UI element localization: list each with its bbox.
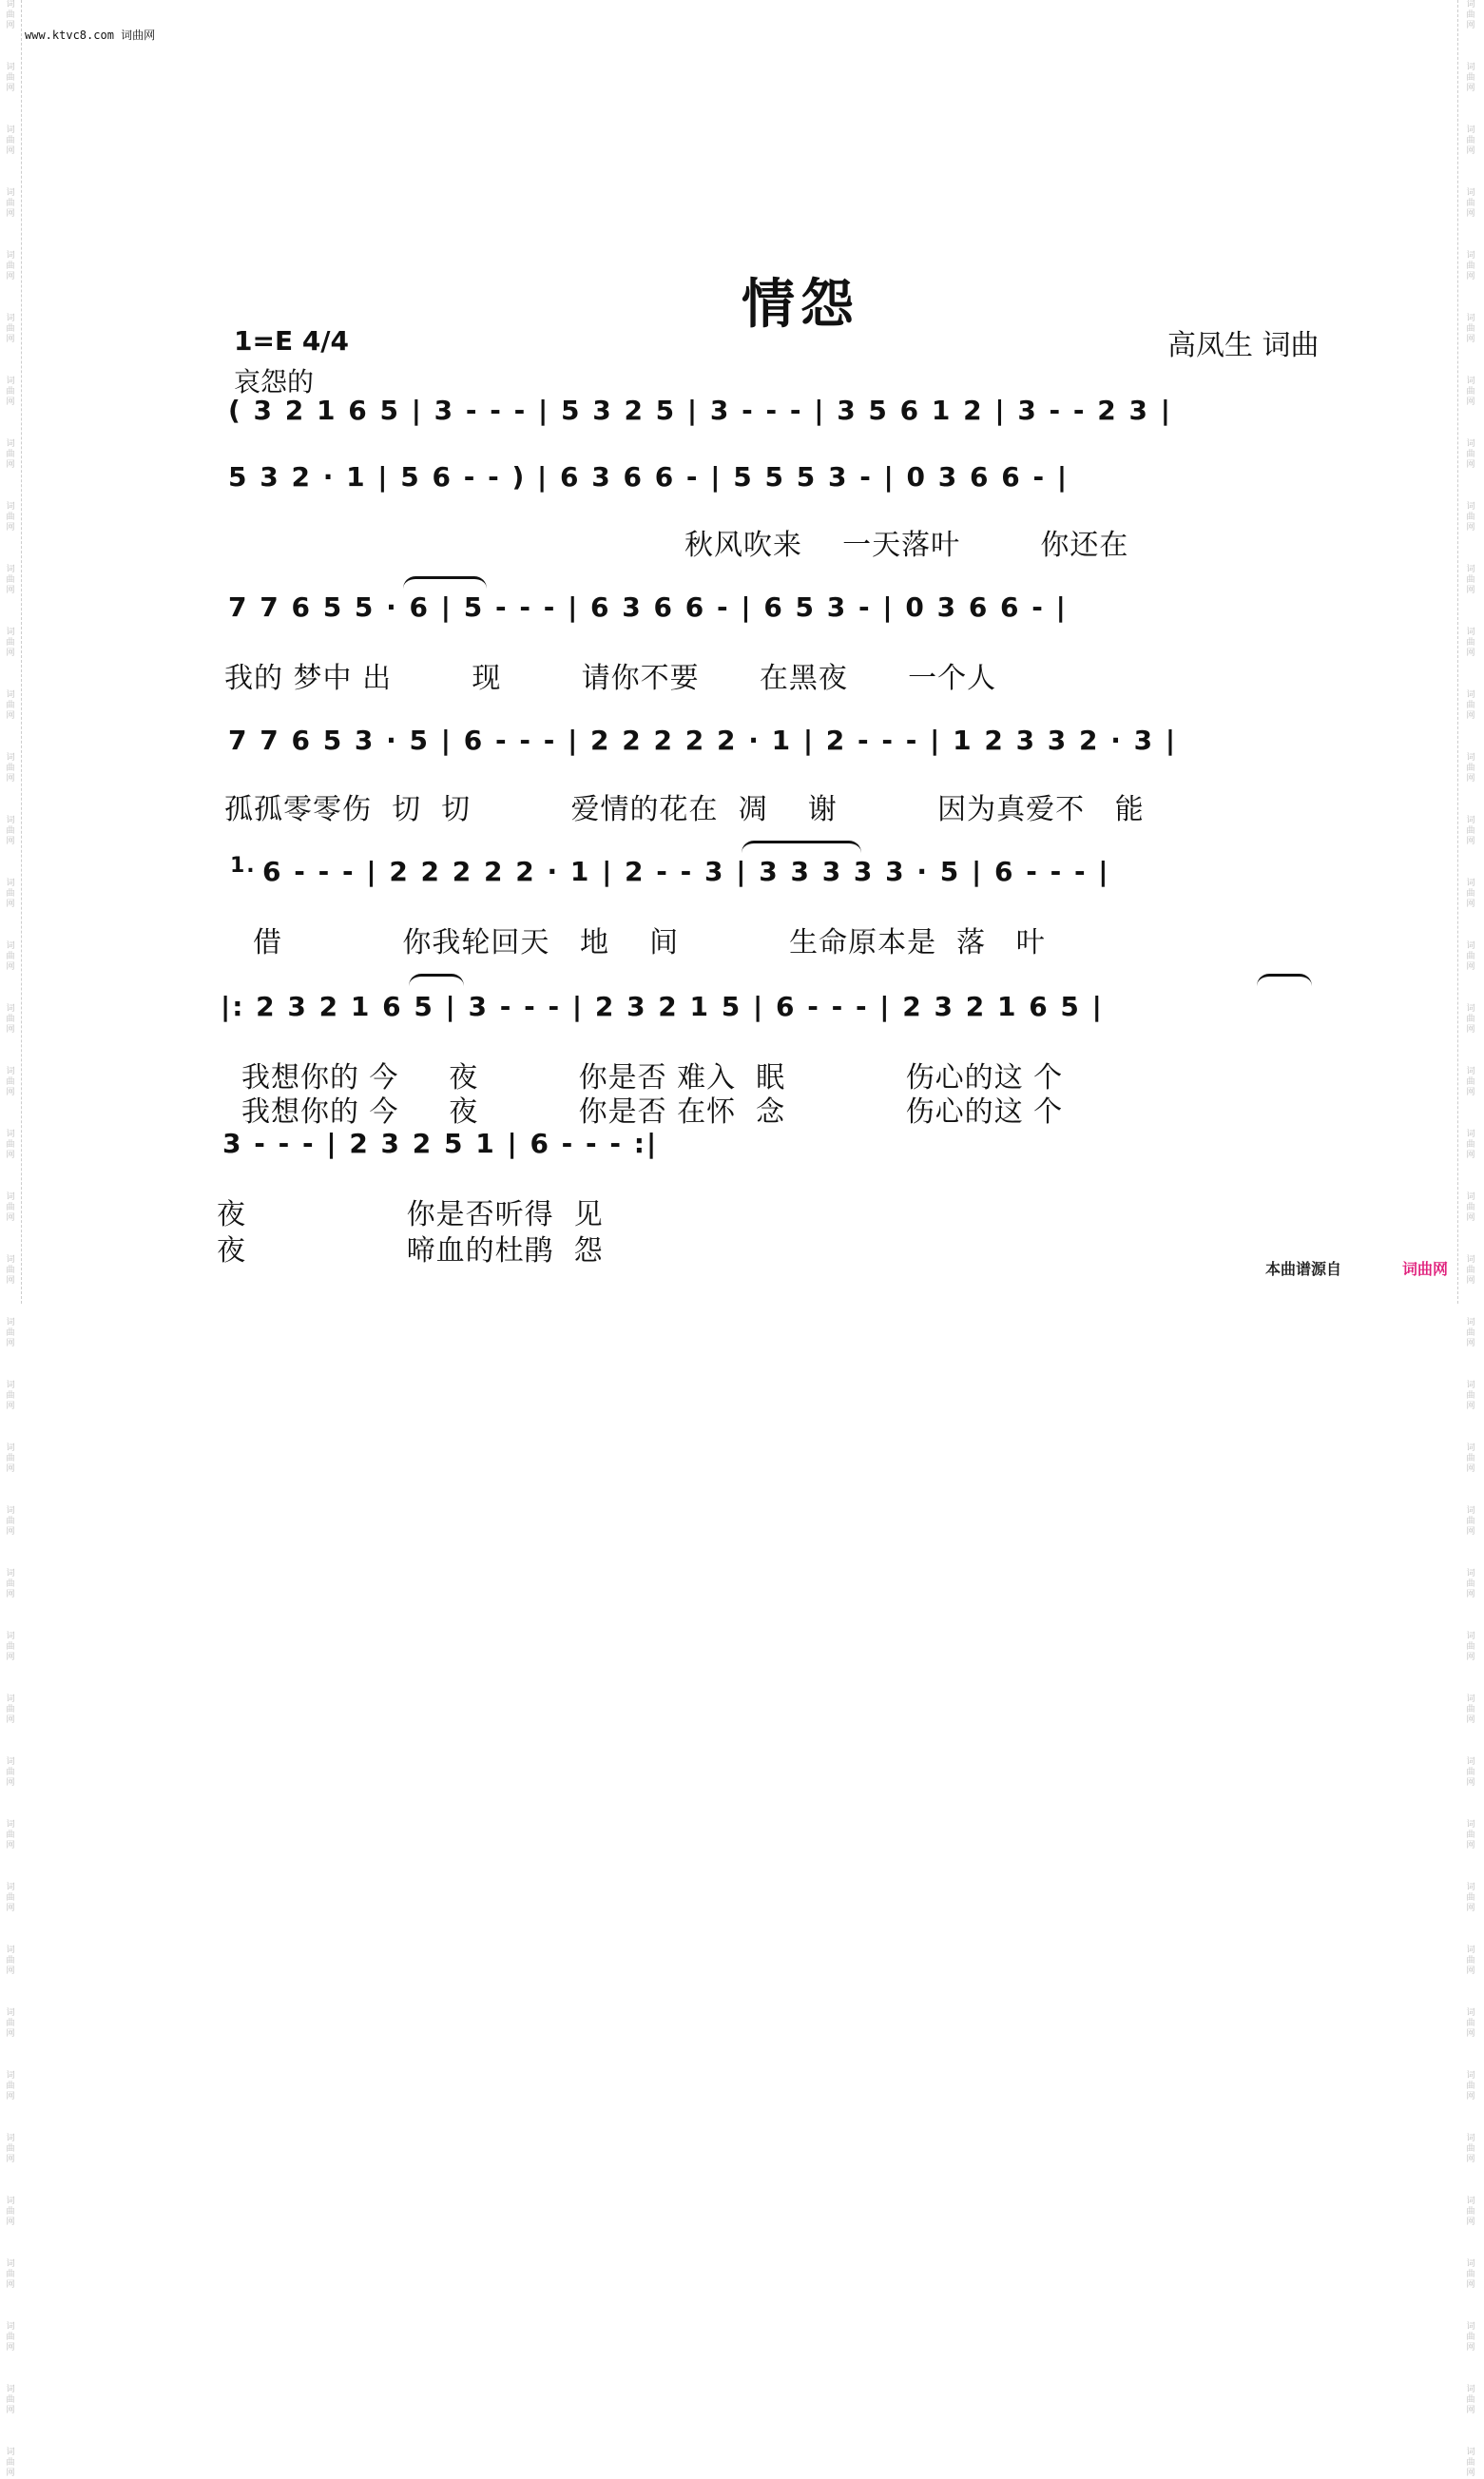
volta-mark: 1. <box>230 854 257 878</box>
notation-row-6: |: 2 3 2 1 6 5 | 3 - - - | 2 3 2 1 5 | 6 - - - | 2 3 2 1 6 5 | <box>221 991 1104 1022</box>
notation-row-3: 7 7 6 5 5 · 6 | 5 - - - | 6 3 6 6 - | 6 5 3 - | 0 3 6 6 - | <box>228 591 1068 623</box>
margin-line-left <box>21 0 22 1304</box>
lyric-line-3: 孤孤零零伤 切 切 爱情的花在 凋 谢 因为真爱不 能 <box>224 793 1145 826</box>
tempo-marking: 哀怨的 <box>234 366 315 397</box>
lyric-line-4: 借 你我轮回天 地 间 生命原本是 落 叶 <box>253 926 1046 959</box>
lyric-line-1: 秋风吹来 一天落叶 你还在 <box>684 529 1129 562</box>
lyric-line-6: 我想你的 今 夜 你是否 在怀 念 伤心的这 个 <box>241 1095 1064 1129</box>
lyric-line-8: 夜 啼血的杜鹃 怨 <box>217 1234 604 1268</box>
notation-row-2: 5 3 2 · 1 | 5 6 - - ) | 6 3 6 6 - | 5 5 5 3 - | 0 3 6 6 - | <box>228 461 1070 493</box>
margin-line-right <box>1457 0 1458 1304</box>
site-url: www.ktvc8.com 词曲网 <box>25 29 156 42</box>
tie-mark <box>409 974 464 986</box>
song-title: 情怨 <box>742 274 859 336</box>
author-credit: 高凤生 词曲 <box>1167 329 1320 362</box>
notation-row-5: 6 - - - | 2 2 2 2 2 · 1 | 2 - - 3 | 3 3 3 3 3 · 5 | 6 - - - | <box>262 856 1110 887</box>
notation-row-4: 7 7 6 5 3 · 5 | 6 - - - | 2 2 2 2 2 · 1 | 2 - - - | 1 2 3 3 2 · 3 | <box>228 725 1178 756</box>
footer-source: 本曲谱源自 <box>1264 1260 1341 1278</box>
tie-mark <box>742 841 861 853</box>
tie-mark <box>403 576 487 589</box>
watermark-column-right: 词 曲 网 词 曲 网 词 曲 网 词 曲 网 词 曲 网 词 曲 网 词 曲 网 词 曲 网 词 曲 网 词 曲 网 词 曲 网 词 曲 网 词 曲 网 词 曲 网 词 曲 网 词 曲 网 词 曲 网 词 曲 网 词 曲 网 词 曲 网 词 曲 网 词 曲 网 词 曲 网 词 曲 网 词 曲 网 词 曲 网 词 曲 网 词 曲 网 词 曲 网 词 曲 网 词 曲 网 词 曲 网 词 曲 网 词 曲 网 词 曲 网 词 曲 网 词 曲 网 词 曲 网 词 曲 网 词 曲 网 <box>1466 0 1475 2478</box>
lyric-line-2: 我的 梦中 出 现 请你不要 在黑夜 一个人 <box>224 662 997 695</box>
notation-row-1: ( 3 2 1 6 5 | 3 - - - | 5 3 2 5 | 3 - - - | 3 5 6 1 2 | 3 - - 2 3 | <box>228 395 1172 426</box>
lyric-line-5: 我想你的 今 夜 你是否 难入 眠 伤心的这 个 <box>241 1061 1064 1094</box>
watermark-column-left: 词 曲 网 词 曲 网 词 曲 网 词 曲 网 词 曲 网 词 曲 网 词 曲 网 词 曲 网 词 曲 网 词 曲 网 词 曲 网 词 曲 网 词 曲 网 词 曲 网 词 曲 网 词 曲 网 词 曲 网 词 曲 网 词 曲 网 词 曲 网 词 曲 网 词 曲 网 词 曲 网 词 曲 网 词 曲 网 词 曲 网 词 曲 网 词 曲 网 词 曲 网 词 曲 网 词 曲 网 词 曲 网 词 曲 网 词 曲 网 词 曲 网 词 曲 网 词 曲 网 词 曲 网 词 曲 网 词 曲 网 <box>6 0 15 2478</box>
footer-brand[interactable]: 词曲网 <box>1401 1260 1448 1278</box>
tie-mark <box>1257 974 1312 986</box>
notation-row-7: 3 - - - | 2 3 2 5 1 | 6 - - - :| <box>222 1128 659 1159</box>
key-signature: 1=E 4/4 <box>234 325 350 357</box>
lyric-line-7: 夜 你是否听得 见 <box>217 1198 604 1231</box>
